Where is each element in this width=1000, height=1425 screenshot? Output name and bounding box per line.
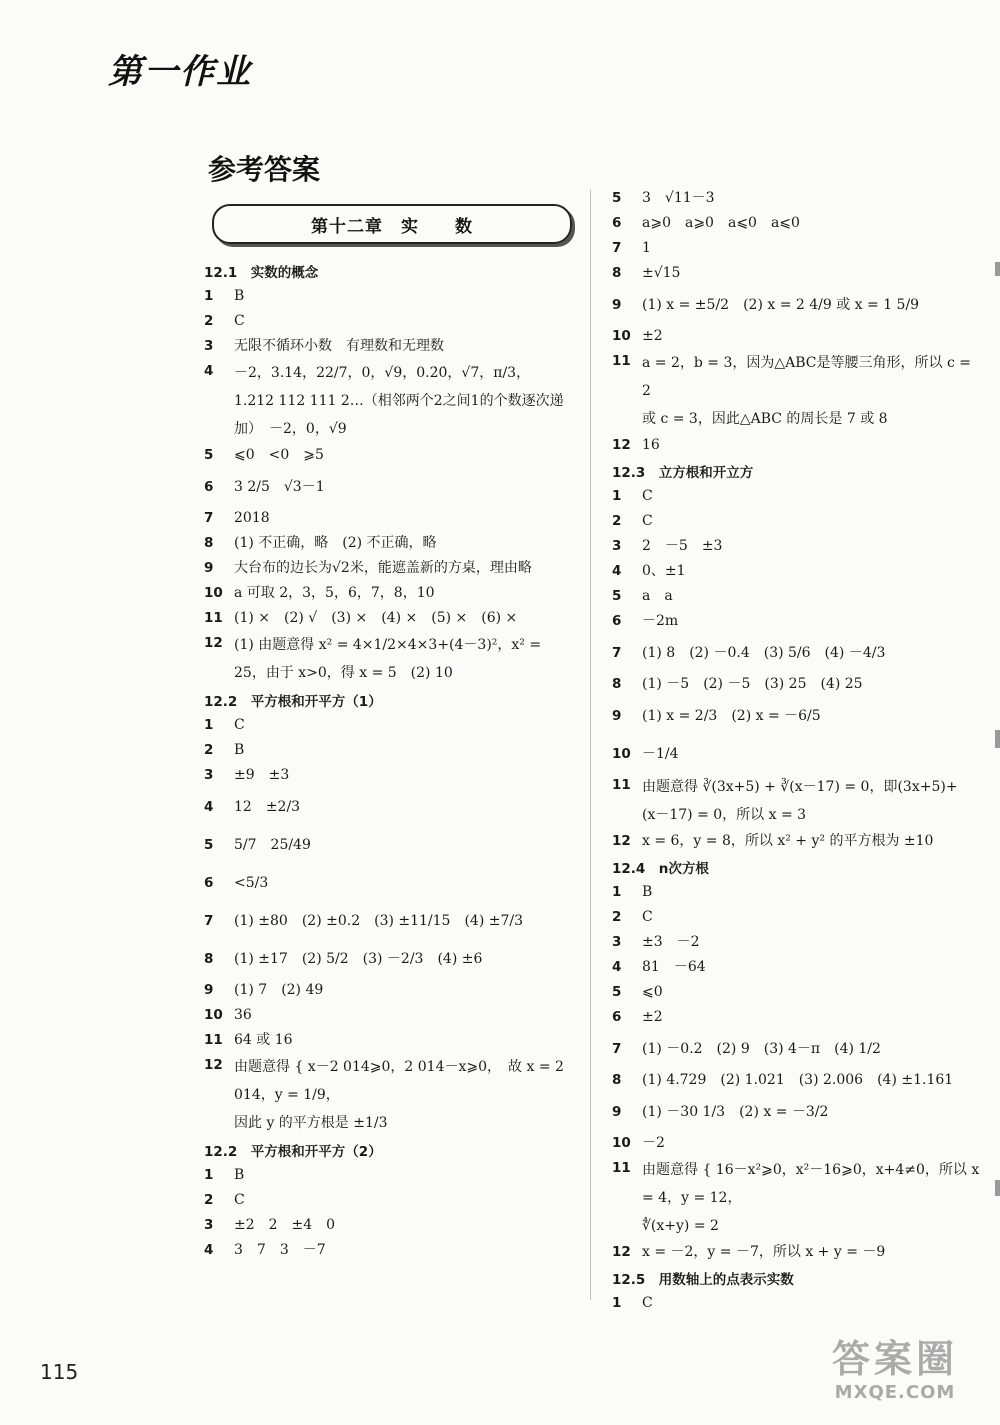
answer-item <box>612 236 984 261</box>
answer-text: ±2 <box>642 1009 663 1025</box>
answer-text: C <box>642 909 653 925</box>
answer-item <box>612 584 984 609</box>
answer-text: 无限不循环小数 有理数和无理数 <box>234 338 444 354</box>
answer-item <box>612 1131 984 1156</box>
question-number: 4 <box>204 1242 214 1258</box>
answer-text: a 可取 2，3，5，6，7，8，10 <box>234 585 435 601</box>
answer-item <box>612 634 984 672</box>
answer-text: －2 <box>642 1135 665 1151</box>
answer-item <box>204 531 580 556</box>
answer-text: (1) ±80 (2) ±0.2 (3) ±11/15 (4) ±7/3 <box>234 913 524 929</box>
question-number: 6 <box>612 613 622 629</box>
question-number: 1 <box>612 884 622 900</box>
answer-item <box>612 534 984 559</box>
answer-item <box>612 672 984 697</box>
question-number: 8 <box>204 951 214 967</box>
question-number: 9 <box>612 297 622 313</box>
answer-text: (1) x = ±5/2 (2) x = 2 4/9 或 x = 1 5/9 <box>642 297 920 313</box>
answer-item <box>612 433 984 458</box>
section-heading: 12.5 用数轴上的点表示实数 <box>612 1272 794 1288</box>
answer-text: C <box>234 717 245 733</box>
question-number: 2 <box>204 313 214 329</box>
answer-text: a = 2，b = 3，因为△ABC是等腰三角形，所以 c = 2 或 c = 3，因此△ABC 的周长是 7 或 8 <box>642 355 971 427</box>
answer-item <box>612 1291 984 1316</box>
chapter-heading <box>212 204 572 244</box>
question-number: 1 <box>204 717 214 733</box>
answer-text: 3 √11－3 <box>642 190 715 206</box>
answer-text: (1) 4.729 (2) 1.021 (3) 2.006 (4) ±1.161 <box>642 1072 954 1088</box>
question-number: 4 <box>204 799 214 815</box>
answer-item <box>204 713 580 738</box>
answer-text: 81 －64 <box>642 959 706 975</box>
answer-item <box>204 738 580 763</box>
answer-item <box>204 1053 580 1137</box>
question-number: 10 <box>204 1007 223 1023</box>
question-number: 2 <box>204 742 214 758</box>
answer-item <box>612 609 984 634</box>
question-number: 5 <box>204 837 214 853</box>
question-number: 6 <box>612 1009 622 1025</box>
question-number: 10 <box>612 328 631 344</box>
question-number: 7 <box>204 913 214 929</box>
question-number: 8 <box>612 1072 622 1088</box>
answer-item <box>204 1028 580 1053</box>
answer-item <box>612 773 984 829</box>
answer-text: －2，3.14，22/7，0，√9，0.2̇0̇，√7，π/3， 1.212 112 111 2…（相邻两个2之间1的个数逐次递加） －2，0，√9 <box>234 365 564 437</box>
answer-text: B <box>234 288 245 304</box>
question-number: 3 <box>204 1217 214 1233</box>
answer-text: (1) 7 (2) 49 <box>234 982 324 998</box>
answer-text: (1) 不正确，略 (2) 不正确，略 <box>234 535 437 551</box>
answer-text: 由题意得 { 16－x²⩾0，x²－16⩾0，x+4≠0，所以 x = 4，y = 12， ∜(x+y) = 2 <box>642 1162 980 1234</box>
answer-item <box>612 186 984 211</box>
question-number: 12 <box>204 635 223 651</box>
answer-text: 大台布的边长为√2米，能遮盖新的方桌，理由略 <box>234 560 532 576</box>
answer-text: B <box>234 742 245 758</box>
answer-item <box>204 826 580 864</box>
answer-text: x = －2，y = －7，所以 x + y = －9 <box>642 1244 886 1260</box>
question-number: 7 <box>204 510 214 526</box>
answer-item <box>612 324 984 349</box>
question-number: 4 <box>612 563 622 579</box>
answer-item <box>612 1156 984 1240</box>
question-number: 12 <box>612 1244 631 1260</box>
answer-item <box>612 286 984 324</box>
answer-text: 3 2/5 √3－1 <box>234 479 325 495</box>
answer-item <box>204 606 580 631</box>
answer-text: 2018 <box>234 510 270 526</box>
answer-item <box>204 1163 580 1188</box>
section-heading: 12.3 立方根和开立方 <box>612 465 754 481</box>
answer-item <box>204 1213 580 1238</box>
answer-text: －2m <box>642 613 679 629</box>
answer-item <box>612 955 984 980</box>
answer-item <box>612 1005 984 1030</box>
question-number: 10 <box>612 1135 631 1151</box>
question-number: 8 <box>612 265 622 281</box>
answer-item <box>204 1003 580 1028</box>
question-number: 11 <box>612 353 631 369</box>
answer-item <box>612 980 984 1005</box>
answer-item <box>204 978 580 1003</box>
question-number: 1 <box>204 288 214 304</box>
answer-item <box>612 1093 984 1131</box>
question-number: 12 <box>204 1057 223 1073</box>
question-number: 2 <box>612 909 622 925</box>
question-number: 12 <box>612 833 631 849</box>
answer-text: (1) －0.2 (2) 9 (3) 4－π (4) 1/2 <box>642 1041 881 1057</box>
question-number: 4 <box>612 959 622 975</box>
question-number: 11 <box>204 1032 223 1048</box>
answer-text: 16 <box>642 437 660 453</box>
answer-text: ⩽0 <box>642 984 663 1000</box>
question-number: 5 <box>612 984 622 1000</box>
answer-text: (1) ±17 (2) 5/2 (3) －2/3 (4) ±6 <box>234 951 483 967</box>
answer-text: ⩽0 <0 ⩾5 <box>234 447 324 463</box>
answer-text: a⩾0 a⩾0 a⩽0 a⩽0 <box>642 215 800 231</box>
question-number: 2 <box>612 513 622 529</box>
question-number: 3 <box>204 767 214 783</box>
question-number: 8 <box>204 535 214 551</box>
answer-item <box>204 864 580 902</box>
watermark-logo: 答案圈 <box>831 1337 958 1381</box>
answer-item <box>612 829 984 854</box>
question-number: 3 <box>612 934 622 950</box>
answer-text: (1) －5 (2) －5 (3) 25 (4) 25 <box>642 676 863 692</box>
answer-text: －1/4 <box>642 746 679 762</box>
answer-text: ±√15 <box>642 265 681 281</box>
answer-text: C <box>642 1295 653 1311</box>
answer-item <box>204 556 580 581</box>
answer-item <box>612 1068 984 1093</box>
answer-text: C <box>642 513 653 529</box>
answer-item <box>612 211 984 236</box>
answer-item <box>612 930 984 955</box>
answer-item <box>204 506 580 531</box>
answer-item <box>612 261 984 286</box>
answer-column-left <box>204 258 580 1263</box>
question-number: 11 <box>612 1160 631 1176</box>
answer-column-right <box>612 186 984 1316</box>
question-number: 12 <box>612 437 631 453</box>
answer-item <box>204 940 580 978</box>
answer-item <box>612 697 984 735</box>
answer-item <box>204 359 580 443</box>
answer-item <box>612 559 984 584</box>
question-number: 1 <box>612 488 622 504</box>
question-number: 3 <box>204 338 214 354</box>
question-number: 1 <box>612 1295 622 1311</box>
answer-text: 36 <box>234 1007 252 1023</box>
answer-item <box>204 631 580 687</box>
answer-item <box>204 581 580 606</box>
question-number: 6 <box>204 479 214 495</box>
answer-item <box>612 735 984 773</box>
brand-logo: 第一作业 <box>108 52 252 92</box>
answer-text: 2 －5 ±3 <box>642 538 723 554</box>
question-number: 8 <box>612 676 622 692</box>
answer-text: x = 6，y = 8，所以 x² + y² 的平方根为 ±10 <box>642 833 934 849</box>
question-number: 5 <box>612 588 622 604</box>
question-number: 4 <box>204 363 214 379</box>
answer-text: 5/7 25/49 <box>234 837 311 853</box>
answer-item <box>204 309 580 334</box>
answer-text: 由题意得 { x－2 014⩾0，2 014－x⩾0， 故 x = 2 014，y = 1/9， 因此 y 的平方根是 ±1/3 <box>234 1059 564 1131</box>
answer-text: B <box>642 884 653 900</box>
answer-text: ±3 －2 <box>642 934 700 950</box>
question-number: 7 <box>612 240 622 256</box>
answer-text: 64 或 16 <box>234 1032 293 1048</box>
answer-item <box>612 349 984 433</box>
answer-item <box>612 905 984 930</box>
answer-text: (1) × (2) √ (3) × (4) × (5) × (6) × <box>234 610 518 626</box>
answer-item <box>204 1188 580 1213</box>
question-number: 3 <box>612 538 622 554</box>
question-number: 6 <box>612 215 622 231</box>
answer-text: (1) 8 (2) －0.4 (3) 5/6 (4) －4/3 <box>642 645 886 661</box>
answer-text: C <box>234 1192 245 1208</box>
answer-item <box>612 880 984 905</box>
question-number: 11 <box>204 610 223 626</box>
answer-item <box>612 509 984 534</box>
section-heading: 12.1 实数的概念 <box>204 265 319 281</box>
answer-item <box>204 334 580 359</box>
answer-item <box>204 1238 580 1263</box>
question-number: 6 <box>204 875 214 891</box>
answer-item <box>204 284 580 309</box>
question-number: 1 <box>204 1167 214 1183</box>
chapter-heading-text: 第十二章 实 数 <box>311 216 473 237</box>
answer-text: C <box>642 488 653 504</box>
question-number: 5 <box>204 447 214 463</box>
answer-item <box>612 1030 984 1068</box>
watermark-url: MXQE.COM <box>834 1382 956 1403</box>
column-divider <box>590 190 591 1300</box>
answer-text: 3 7 3 －7 <box>234 1242 326 1258</box>
answer-item <box>204 468 580 506</box>
answer-item <box>204 443 580 468</box>
question-number: 2 <box>204 1192 214 1208</box>
section-heading: 12.2 平方根和开平方（2） <box>204 1144 382 1160</box>
question-number: 9 <box>204 982 214 998</box>
answer-item <box>204 763 580 788</box>
answer-text: 0、±1 <box>642 563 686 579</box>
answer-text: C <box>234 313 245 329</box>
page-title: 参考答案 <box>208 153 321 186</box>
question-number: 10 <box>612 746 631 762</box>
answer-text: (1) 由题意得 x² = 4×1/2×4×3+(4－3)²，x² = 25，由于 x>0，得 x = 5 (2) 10 <box>234 637 542 681</box>
watermark <box>800 1336 990 1404</box>
answer-text: ±2 2 ±4 0 <box>234 1217 336 1233</box>
answer-item <box>204 788 580 826</box>
answer-item <box>612 1240 984 1265</box>
question-number: 9 <box>612 1104 622 1120</box>
answer-text: (1) －30 1/3 (2) x = －3/2 <box>642 1104 829 1120</box>
answer-text: ±9 ±3 <box>234 767 290 783</box>
answer-text: <5/3 <box>234 875 269 891</box>
question-number: 7 <box>612 645 622 661</box>
question-number: 5 <box>612 190 622 206</box>
question-number: 9 <box>612 708 622 724</box>
edge-mark <box>995 730 1000 748</box>
question-number: 9 <box>204 560 214 576</box>
edge-mark <box>995 262 1000 276</box>
answer-text: a a <box>642 588 673 604</box>
answer-text: ±2 <box>642 328 663 344</box>
answer-item <box>612 484 984 509</box>
question-number: 11 <box>612 777 631 793</box>
page-number: 115 <box>40 1360 79 1384</box>
edge-mark <box>995 1180 1000 1196</box>
answer-text: 由题意得 ∛(3x+5) + ∛(x－17) = 0，即(3x+5)+ (x－17) = 0，所以 x = 3 <box>642 779 958 823</box>
answer-text: (1) x = 2/3 (2) x = －6/5 <box>642 708 821 724</box>
answer-text: B <box>234 1167 245 1183</box>
section-heading: 12.4 n次方根 <box>612 861 709 877</box>
answer-text: 1 <box>642 240 651 256</box>
section-heading: 12.2 平方根和开平方（1） <box>204 694 382 710</box>
question-number: 7 <box>612 1041 622 1057</box>
answer-text: 12 ±2/3 <box>234 799 301 815</box>
question-number: 10 <box>204 585 223 601</box>
answer-item <box>204 902 580 940</box>
